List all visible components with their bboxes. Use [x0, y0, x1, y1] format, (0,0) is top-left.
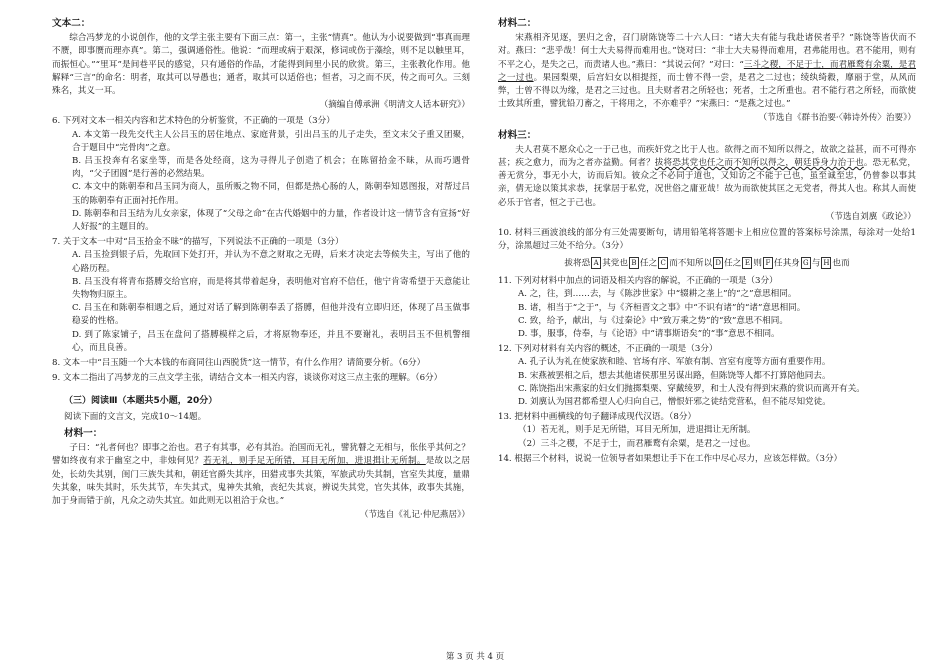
- text2-paragraph: 综合冯梦龙的小说创作，他的文学主张主要有下面三点：第一，主张“情真”。他认为小说要做到“事真而理不赝，即事赝而理亦真”。第二，强调通俗性。他说：“而理或病于艰深，修词或伤于藻绘，则不足以触里耳，而振恒心。”“里耳”是间巷平民的感觉，只有通俗的作品，才能得到间里小民的欣赏。第三，主张教化作用。他解释“三言”的命名：明者，取其可以导愚也；通者，取其可以适俗也；恒者，习之而不厌，传之而可久。三刻殊名，其义一耳。: [52, 33, 470, 97]
- question-8: 8. 文本一中“吕玉随一个大本钱的布商同往山西脱货”这一情节，有什么作用？请简要分析。（6分）: [52, 358, 426, 369]
- left-column: [52, 14, 470, 525]
- q12-option-a: A. 孔子认为礼在使家族和睦、官场有序、军旅有制、宫室有度等方面有重要作用。: [518, 357, 831, 368]
- q10-seg: 任之: [724, 258, 742, 269]
- q10-box-d: D: [713, 257, 723, 269]
- q10-seg: 与: [811, 258, 821, 269]
- q10-seg: 任之: [639, 258, 658, 269]
- q10-box-g: G: [801, 257, 811, 269]
- material3-text-b: 。恐无私党，善无赏分，事无小大，访而后知。彼众之不必同于道也，又知访之不能于己也，虽至诚至忠，仍曾参以事其亲，倩无途以策其求恭，抚掌居于私党，况世俗之庸亚哉！故为而欲使其匡之无党者，得其人也。称其人而使必乐于官者，恒之于己也。: [498, 158, 916, 208]
- q7-option-a: A. 吕玉捡到银子后，先取回下处打开，并认为不意之财取之无碍，后来才决定去等候失主，写出了他的心路历程。: [72, 250, 470, 274]
- material3-text-a: 夫人君莫不愿众心之一于己也，而疾奸党之比于人也。欲得之而不知所以得之，故欲之益甚，而不可得亦甚；疾之愈力，而为之者亦益勤。何者？: [498, 144, 916, 169]
- section-3-heading: （三）阅读Ⅲ（本题共5小题，20分）: [64, 396, 218, 407]
- material3-wavy-underlined: 拔将恐其党也任之而不知所以得之，朝廷昏身力治于也: [654, 158, 864, 169]
- section-3-intro: 阅读下面的文言文，完成10～14题。: [64, 411, 207, 422]
- q10-box-c: C: [658, 257, 668, 269]
- material1-text-b: 是故以之居处，长幼失其别，闺门三族失其和，朝廷官爵失其序，田猎戎事失其策，军旅武功失其制，宫室失其度，量鼎失其象，味失其时，乐失其节，车失其式，鬼神失其飨，丧纪失其哀，辨说失其党，官失其体，政事失其施，加于身而错于前，凡众之动失其宜。如此则无以祖洽于众也。”: [52, 456, 470, 506]
- material2-text-a: 宋燕相齐见逐，罢归之舍，召门尉陈饶等二十六人曰：“诸大夫有能与我赴诸侯者乎？”陈饶等皆伏而不对。燕曰：“悲乎哉！何士大夫易得而难用也。”饶对曰：“非士大夫易得而难用，君弗能用也。君不能用，则有不平之心，是失之己，而责诸人也。”燕曰：“其说云何？”对曰：“: [498, 33, 916, 70]
- question-10: 10. 材料三画波浪线的部分有三处需要断句，请用铅笔将答题卡上相应位置的答案标号涂黑，每涂对一处给1分，涂黑超过三处不给分。（3分）: [498, 228, 916, 252]
- question-7: 7. 关于文本一中对“吕玉拾金不昧”的描写，下列说法不正确的一项是（3分）: [52, 237, 344, 248]
- q10-seg: 其党也: [602, 258, 628, 269]
- material1-underlined: 若无礼，则手足无所错，耳目无所加，进退揖让无所制。: [203, 456, 426, 467]
- q10-seg: 则: [753, 258, 762, 269]
- right-column: [498, 14, 916, 466]
- q10-segment-line: [498, 257, 916, 271]
- material2-paragraph: [498, 32, 916, 111]
- q13-item-2: （2）三斗之稷，不足于士，而君雁鹜有余粟，是君之一过也。: [518, 438, 756, 449]
- material1-text-a: 子曰：“礼者何也？即事之治也。君子有其事，必有其治。治国而无礼，譬犹瞽之无相与，伥伥乎其何之？譬如终夜有求于幽室之中，非烛何见？: [52, 443, 470, 467]
- material2-text-b: 。果园梨栗，后宫妇女以相提挃，而士曾不得一尝，是君之二过也；绫纨绮縠，靡丽于堂，从风而弊，士曾不得以为缘，是君之三过也。且夫财者君之所轻也；死者，士之所重也。君不能行君之所轻，而欲使士致其所重，譬犹铅刀畜之，干将用之，不亦难乎？”宋燕曰：“是燕之过也。”: [498, 72, 916, 110]
- question-11: 11. 下列对材料中加点的词语及相关内容的解说，不正确的一项是（3分）: [498, 276, 778, 287]
- q10-box-h: H: [823, 259, 830, 268]
- q6-option-c: C. 本文中的陈朝奉和吕玉同为商人，虽所贩之物不同，但都是热心肠的人，陈朝奉知恩图报，对帮过吕玉的陈朝奉有正面衬托作用。: [72, 182, 470, 206]
- material3-paragraph: [498, 144, 916, 210]
- q10-box-f: F: [763, 257, 773, 269]
- q6-option-b: B. 吕玉投奔有名家坐等，而是各处经商，这为寻得儿子创造了机会；在陈留拾金不昧，从而巧遇骨肉，“父子团圆”是行善的必然结果。: [72, 156, 470, 180]
- q10-box-a: A: [591, 257, 601, 269]
- q10-seg: 而不知所以: [669, 258, 713, 269]
- q13-item-1: （1）若无礼，则手足无所错，耳目无所加，进退揖让无所制。: [518, 425, 756, 436]
- q12-option-d: D. 刘廙认为国君都希望人心归向自己，憎恨奸邪之徒结党营私，但不能尽知党徒。: [518, 396, 831, 407]
- q10-seg: 拔将恐: [564, 258, 591, 269]
- material1-source: （节选自《礼记·仲尼燕居》）: [359, 510, 470, 521]
- material2-source: （节选自《群书治要·〈韩诗外传〉治要》）: [758, 113, 916, 124]
- q7-option-b: B. 吕玉没有将青布搭膊交给官府，而是将其带着起身，表明他对官府不信任，他宁肯寄希望于天意能让失物物归原主。: [72, 276, 470, 301]
- q7-option-d: D. 到了陈家铺子，吕玉在盘问了搭膊模样之后，才将原物奉还，并且不要谢礼，表明吕玉不但机警细心，而且良善。: [72, 329, 470, 353]
- question-9: 9. 文本二指出了冯梦龙的三点文学主张，请结合文本一相关内容，谈谈你对这三点主张的理解。（6分）: [52, 373, 443, 384]
- question-6: 6. 下列对文本一相关内容和艺术特色的分析鉴赏，不正确的一项是（3分）: [52, 116, 335, 127]
- q6-option-a: A. 本文第一段先交代主人公吕玉的居住地点、家庭背景，引出吕玉的儿子走失，至文末父子重又团聚，合于题目中“完骨肉”之意。: [72, 129, 470, 153]
- question-14: 14. 根据三个材料，说说一位领导者如果想让手下在工作中尽心尽力，应该怎样做。（3分）: [498, 453, 843, 464]
- material2-underlined: 三斗之稷，不足于士，而君雁鹜有余粟，是君之一过也: [498, 59, 916, 83]
- q11-option-b: B. 诸，相当于“之于”，与《齐桓晋文之事》中“不识有诸”的“诸”意思相同。: [518, 302, 806, 313]
- q10-box-e: E: [742, 257, 752, 269]
- q11-option-d: D. 事，服事，侍奉，与《论语》中“请事斯语矣”的“事”意思不相同。: [518, 328, 780, 339]
- q10-seg: 任其身: [773, 258, 800, 269]
- material2-heading: 材料二：: [498, 18, 537, 29]
- question-13: 13. 把材料中画横线的句子翻译成现代汉语。（8分）: [498, 412, 697, 423]
- material3-source: （节选自刘廙《政论》）: [825, 211, 916, 222]
- q11-option-c: C. 致，给予，献出，与《过秦论》中“致万乘之势”的“致”意思不相同。: [518, 315, 788, 326]
- question-12: 12. 下列对材料有关内容的概述，不正确的一项是（3分）: [498, 344, 718, 355]
- page-footer: 第 3 页 共 4 页: [445, 652, 505, 662]
- material1-paragraph: [52, 442, 470, 508]
- material1-heading: 材料一：: [64, 427, 103, 439]
- q12-option-c: C. 陈饶指出宋燕家的妇女们抛掷梨栗、穿戴绫罗，和士人没有得到宋燕的赏识而离开有关。: [518, 383, 865, 394]
- q12-option-b: B. 宋燕被罢相之后，想去其他诸侯那里另谋出路，但陈饶等人都不打算陪他同去。: [518, 370, 831, 381]
- q10-box-b: B: [629, 257, 639, 269]
- q7-option-c: C. 吕玉在和陈朝奉相遇之后，通过对话了解到陈朝奉丢了搭膊，但他并没有立即归还，体现了吕玉做事稳妥的性格。: [72, 303, 470, 327]
- text2-heading: 文本二：: [52, 18, 91, 29]
- text2-source: （摘编自傅承洲《明清文人话本研究》）: [319, 100, 470, 111]
- q10-seg: 也而: [832, 258, 850, 269]
- q6-option-d: D. 陈朝奉和吕玉结为儿女亲家，体现了“父母之命”在古代婚姻中的力量，作者设计这一情节含有宣扬“好人好报”的主题目的。: [72, 208, 470, 233]
- q11-option-a: A. 之，往，到……去，与《陈涉世家》中“辍耕之垄上”的“之”意思相同。: [518, 289, 797, 300]
- material3-heading: 材料三：: [498, 129, 537, 141]
